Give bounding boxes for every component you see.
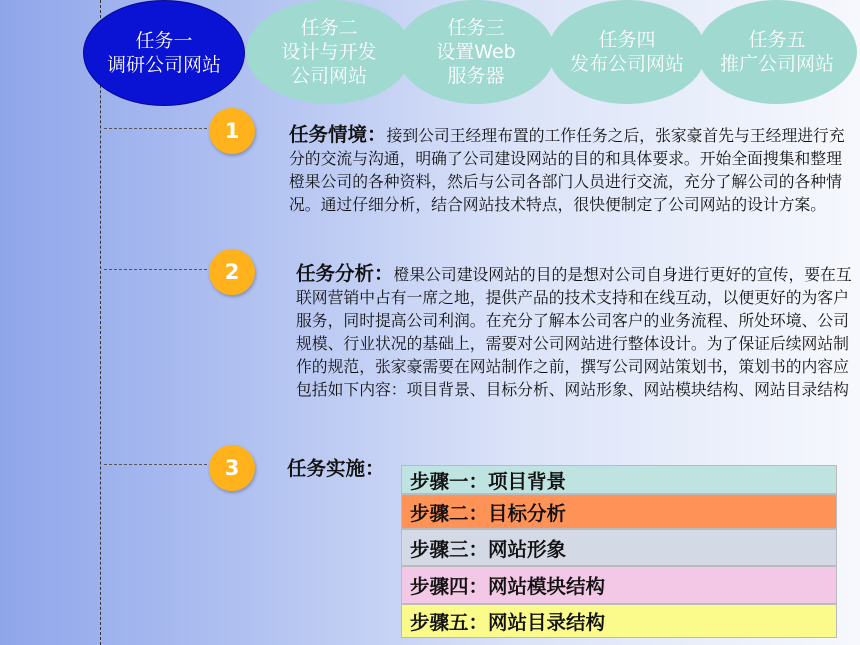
tab-task-4[interactable]: 任务四 发布公司网站	[548, 0, 706, 104]
timeline-vertical-line	[100, 0, 101, 645]
section-number-1: 1	[209, 108, 255, 154]
analysis-paragraph	[296, 262, 856, 401]
step-2[interactable]: 步骤二：目标分析	[401, 494, 837, 529]
tab-task-1[interactable]: 任务一 调研公司网站	[83, 0, 245, 106]
situation-heading: 任务情境：	[289, 123, 387, 146]
implementation-heading: 任务实施：	[287, 457, 385, 480]
connector-line-3	[104, 464, 207, 465]
tab-task-3[interactable]: 任务三 设置Web 服务器	[397, 0, 555, 104]
step-1[interactable]: 步骤一：项目背景	[401, 465, 837, 494]
tab-task-2[interactable]: 任务二 设计与开发 公司网站	[246, 0, 412, 104]
tab-task-5[interactable]: 任务五 推广公司网站	[697, 0, 857, 104]
connector-line-1	[104, 128, 207, 129]
analysis-body: 橙果公司建设网站的目的是想对公司自身进行更好的宣传，要在互联网营销中占有一席之地，提供产品的技术支持和在线互动，以便更好的为客户服务，同时提高公司利润。在充分了解本公司客户的业务流程、所处环境、公司规模、行业状况的基础上，需要对公司网站进行整体设计。为了保证后续网站制作的规范，张家豪需要在网站制作之前，撰写公司网站策划书，策划书的内容应包括如下内容：项目背景、目标分析、网站形象、网站模块结构、网站目录结构	[296, 265, 852, 399]
situation-body: 接到公司王经理布置的工作任务之后，张家豪首先与王经理进行充分的交流与沟通，明确了公司建设网站的目的和具体要求。开始全面搜集和整理橙果公司的各种资料，然后与公司各部门人员进行交流，充分了解公司的各种情况。通过仔细分析，结合网站技术特点，很快便制定了公司网站的设计方案。	[289, 126, 845, 214]
section-number-3: 3	[209, 445, 255, 491]
section-number-2: 2	[209, 249, 255, 295]
step-5[interactable]: 步骤五：网站目录结构	[401, 604, 837, 638]
situation-paragraph	[289, 123, 849, 216]
step-4[interactable]: 步骤四：网站模块结构	[401, 566, 837, 604]
analysis-heading: 任务分析：	[296, 262, 394, 285]
step-3[interactable]: 步骤三：网站形象	[401, 529, 837, 566]
connector-line-2	[104, 269, 207, 270]
